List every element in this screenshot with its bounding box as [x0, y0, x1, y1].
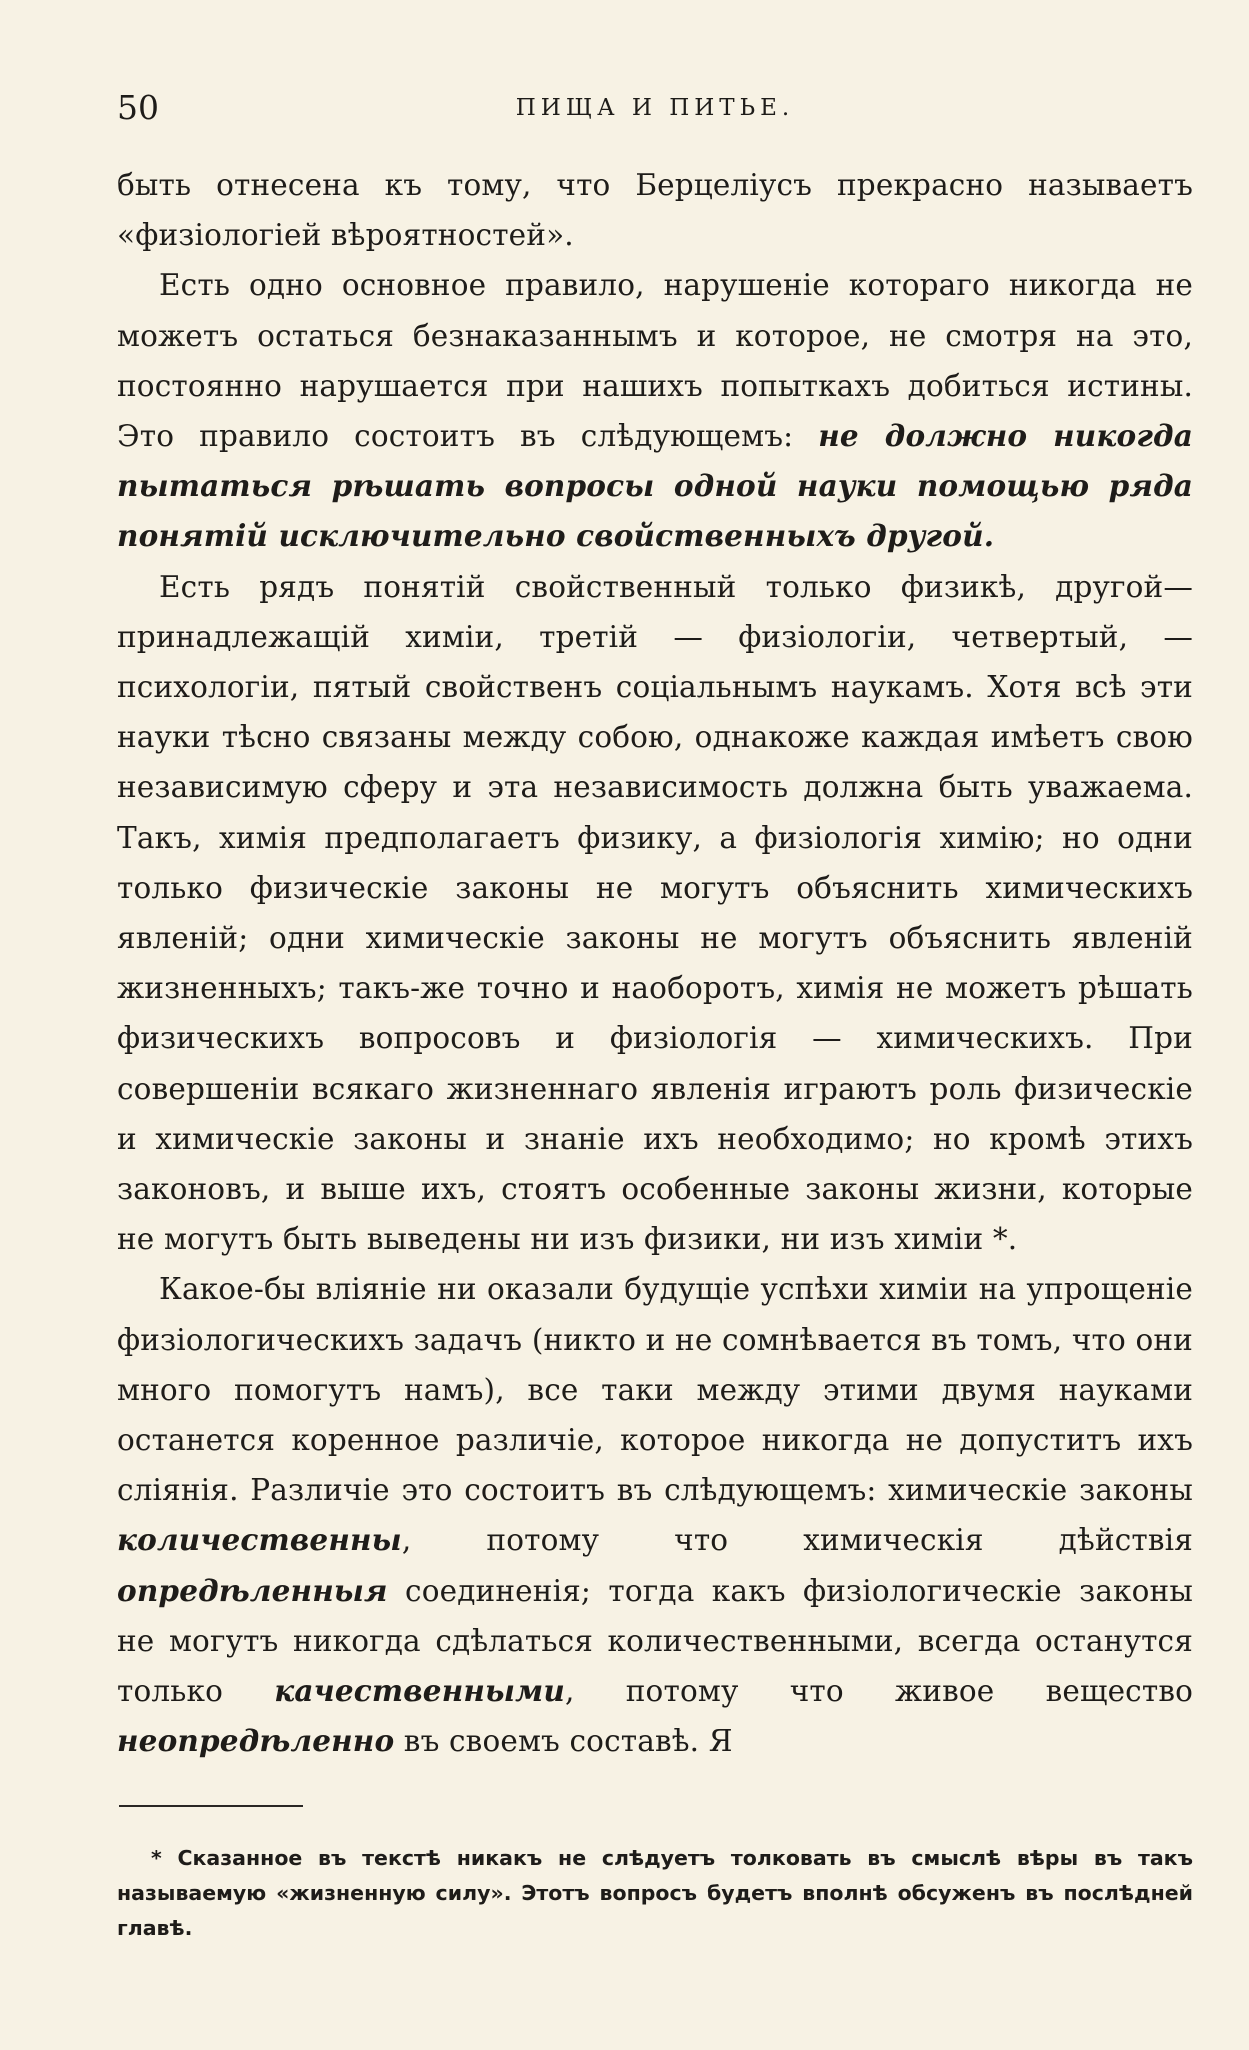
paragraph-4-text-a: Какое-бы вліяніе ни оказали будущіе успѣхи химіи на упрощеніе физіологическихъ задачъ (никто и не сомнѣвается въ томъ, что они много помогутъ намъ), все таки между этими двумя науками останется коренное различіе, которое никогда не допуститъ ихъ сліянія. Различіе это состоитъ въ слѣдующемъ: химическіе законы — [117, 1272, 1193, 1508]
footnote-divider — [119, 1805, 303, 1807]
book-page — [117, 84, 1193, 1946]
paragraph-4-italic-indefinite: неопредѣленно — [117, 1723, 395, 1759]
paragraph-2-text: Есть одно основное правило, нарушеніе котораго никогда не можетъ остаться безнаказаннымъ и которое, не смотря на это, постоянно нарушается при нашихъ попыткахъ добиться истины. Это правило состоитъ въ слѣдующемъ: — [117, 268, 1193, 454]
paragraph-3: Есть рядъ понятій свойственный только физикѣ, другой—принадлежащій химіи, третій — физіологіи, четвертый, — психологіи, пятый свойственъ соціальнымъ наукамъ. Хотя всѣ эти науки тѣсно связаны между собою, однакоже каждая имѣетъ свою независимую сферу и эта независимость должна быть уважаема. Такъ, химія предполагаетъ физику, а физіологія химію; но одни только физическіе законы не могутъ объяснить химическихъ явленій; одни химическіе законы не могутъ объяснить явленій жизненныхъ; такъ-же точно и наоборотъ, химія не можетъ рѣшать физическихъ вопросовъ и физіологія — химическихъ. При совершеніи всякаго жизненнаго явленія играютъ роль физическіе и химическіе законы и знаніе ихъ необходимо; но кромѣ этихъ законовъ, и выше ихъ, стоятъ особенные законы жизни, которые не могутъ быть выведены ни изъ физики, ни изъ химіи *. — [117, 569, 1193, 1257]
paragraph-2-italic-rule: не должно никогда пытаться рѣшать вопросы одной науки помощью ряда понятій исключительно свойственныхъ другой. — [117, 418, 1193, 554]
paragraph-1: быть отнесена къ тому, что Берцеліусъ прекрасно называетъ «физіологіей вѣроятностей». — [117, 168, 1193, 253]
running-head — [117, 84, 1193, 132]
paragraph-4-text-g: , потому что живое вещество — [564, 1674, 1193, 1709]
paragraph-4-text-e: соединенія; тогда какъ физіологическіе законы не могутъ никогда сдѣлаться количественными, всегда останутся только — [117, 1573, 1193, 1709]
paragraph-4 — [117, 1264, 1193, 1766]
page-number: 50 — [117, 88, 159, 127]
paragraph-4-italic-definite: опредѣленныя — [117, 1572, 388, 1608]
body-text — [117, 160, 1193, 1767]
paragraph-4-italic-qualitative: качественными — [274, 1673, 565, 1709]
paragraph-4-text-c: , потому что химическія дѣйствія — [401, 1523, 1193, 1558]
footnote: * Сказанное въ текстѣ никакъ не слѣдуетъ толковать въ смыслѣ вѣры въ такъ называемую «жизненную силу». Этотъ вопросъ будетъ вполнѣ обсуженъ въ послѣдней главѣ. — [117, 1845, 1193, 1940]
paragraph-2 — [117, 260, 1193, 561]
running-title: ПИЩА И ПИТЬЕ. — [515, 95, 795, 121]
paragraph-4-text-i: въ своемъ составѣ. Я — [394, 1724, 733, 1759]
paragraph-4-italic-quantitative: количественны — [117, 1522, 402, 1558]
